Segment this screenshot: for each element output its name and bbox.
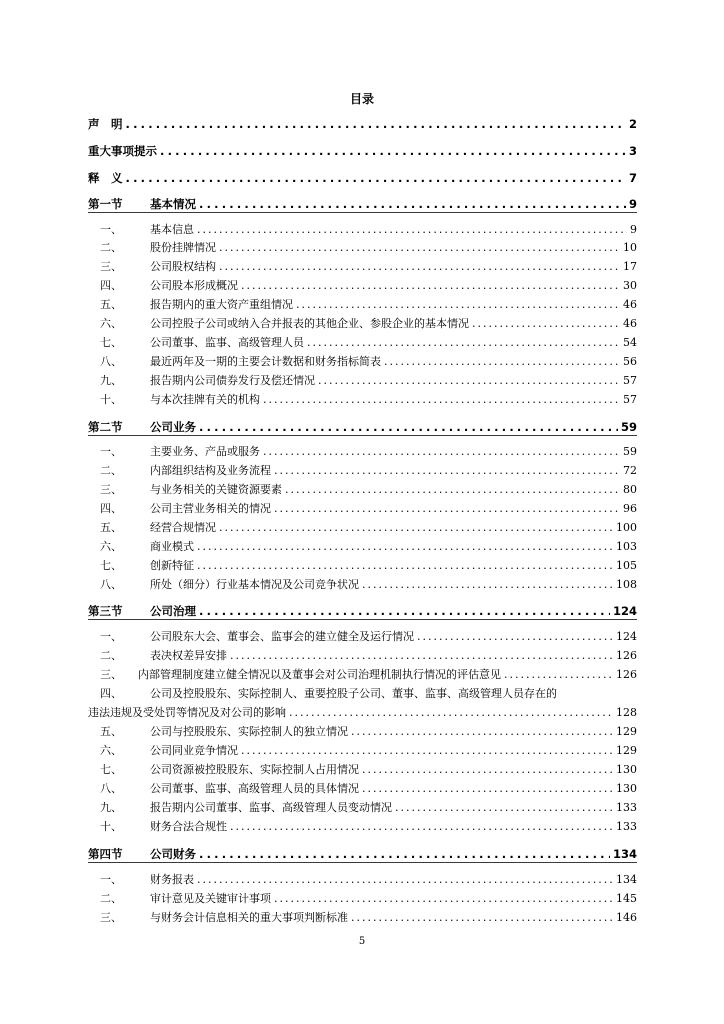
- toc-entry-page: 146: [616, 911, 637, 924]
- toc-leader-dots: [362, 762, 613, 778]
- toc-entry-label: 报告期内公司债券发行及偿还情况: [150, 374, 315, 387]
- toc-leader-dots: [219, 240, 620, 256]
- toc-entry[interactable]: [88, 705, 637, 721]
- toc-entry[interactable]: [88, 444, 637, 460]
- toc-leader-dots: [199, 196, 626, 212]
- toc-leader-dots: [241, 278, 620, 294]
- toc-leader-dots: [351, 724, 613, 740]
- toc-entry-page: 105: [616, 559, 637, 572]
- toc-entry-number: 一、: [100, 630, 122, 643]
- toc-entry-number: 第二节: [88, 420, 123, 434]
- toc-leader-dots: [219, 259, 620, 275]
- toc-leader-dots: [199, 419, 618, 435]
- toc-entry-page: 145: [616, 892, 637, 905]
- toc-leader-dots: [230, 648, 613, 664]
- toc-entry-page: 133: [616, 801, 637, 814]
- toc-entry[interactable]: [88, 891, 637, 907]
- toc-entry-page: 30: [623, 279, 637, 292]
- toc-entry[interactable]: [88, 259, 637, 275]
- toc-entry-label: 声 明: [88, 117, 123, 131]
- toc-entry-page: 130: [616, 763, 637, 776]
- toc-leader-dots: [274, 501, 620, 517]
- toc-entry-label: 公司股本形成概况: [150, 279, 238, 292]
- toc-entry-label: 内部管理制度建立健全情况以及董事会对公司治理机制执行情况的评估意见: [138, 668, 501, 681]
- toc-entry[interactable]: [88, 648, 637, 664]
- toc-entry[interactable]: [88, 800, 637, 816]
- toc-entry[interactable]: [88, 520, 637, 536]
- toc-entry-label: 财务合法合规性: [150, 820, 227, 833]
- toc-entry-label: 公司股权结构: [150, 260, 216, 273]
- toc-entry-number: 三、: [100, 483, 122, 496]
- toc-entry-number: 九、: [100, 801, 122, 814]
- toc-entry-page: 72: [623, 464, 637, 477]
- toc-entry[interactable]: [88, 724, 637, 740]
- toc-entry-label: 释 义: [88, 171, 123, 185]
- toc-entry-number: 一、: [100, 873, 122, 886]
- toc-entry-label: 公司与控股股东、实际控制人的独立情况: [150, 725, 348, 738]
- toc-entry-page: 126: [616, 668, 637, 681]
- toc-leader-dots: [289, 705, 613, 721]
- toc-entry-number: 五、: [100, 298, 122, 311]
- toc-entry-section-1[interactable]: [88, 196, 637, 212]
- toc-entry-number: 六、: [100, 540, 122, 553]
- toc-entry-section-3[interactable]: [88, 603, 637, 619]
- toc-leader-dots: [504, 667, 613, 683]
- toc-entry-number: 八、: [100, 578, 122, 591]
- toc-leader-dots: [395, 800, 613, 816]
- toc-entry-page: 124: [612, 604, 637, 618]
- toc-entry-number: 第三节: [88, 604, 123, 618]
- toc-entry-page: 59: [623, 445, 637, 458]
- toc-entry-label: 公司财务: [150, 847, 196, 861]
- toc-entry-number: 第四节: [88, 847, 123, 861]
- toc-entry-page: 108: [616, 578, 637, 591]
- toc-entry-label: 创新特征: [150, 559, 194, 572]
- toc-entry[interactable]: [88, 558, 637, 574]
- toc-entry[interactable]: [88, 910, 637, 926]
- toc-entry-label: 审计意见及关键审计事项: [150, 892, 271, 905]
- toc-entry-number: 五、: [100, 521, 122, 534]
- toc-entry[interactable]: [88, 463, 637, 479]
- toc-entry-number: 十、: [100, 820, 122, 833]
- section-divider: [88, 212, 637, 213]
- toc-entry-page: 134: [616, 873, 637, 886]
- section-divider: [88, 619, 637, 620]
- page-number: 5: [358, 936, 366, 947]
- toc-title: 目录: [349, 92, 374, 106]
- toc-leader-dots: [263, 444, 620, 460]
- toc-entry-label: 公司及控股股东、实际控制人、重要控股子公司、董事、监事、高级管理人员存在的: [150, 687, 557, 700]
- toc-entry-label: 最近两年及一期的主要会计数据和财务指标简表: [150, 355, 381, 368]
- toc-leader-dots: [274, 891, 613, 907]
- toc-leader-dots: [285, 482, 620, 498]
- toc-entry-number: 一、: [100, 223, 122, 236]
- toc-entry-label: 公司董事、监事、高级管理人员: [150, 336, 304, 349]
- section-divider: [88, 435, 637, 436]
- toc-entry-page: 3: [628, 144, 637, 158]
- toc-entry-label: 财务报表: [150, 873, 194, 886]
- toc-entry[interactable]: [88, 316, 637, 332]
- toc-leader-dots: [362, 577, 613, 593]
- toc-entry-page: 54: [623, 336, 637, 349]
- toc-entry-number: 四、: [100, 502, 122, 515]
- toc-entry-page: 2: [628, 117, 637, 131]
- toc-entry-label: 主要业务、产品或服务: [150, 445, 260, 458]
- toc-leader-dots: [126, 170, 626, 186]
- toc-entry-number: 六、: [100, 317, 122, 330]
- toc-entry-number: 四、: [100, 687, 122, 700]
- toc-entry-number: 十、: [100, 393, 122, 406]
- toc-entry-number: 六、: [100, 744, 122, 757]
- toc-entry[interactable]: [88, 335, 637, 351]
- toc-entry-page: 57: [623, 393, 637, 406]
- toc-entry-page: 56: [623, 355, 637, 368]
- toc-entry-number: 二、: [100, 241, 122, 254]
- toc-entry[interactable]: [88, 392, 637, 408]
- toc-entry-page: 46: [623, 317, 637, 330]
- toc-leader-dots: [199, 846, 610, 862]
- toc-entry[interactable]: [88, 762, 637, 778]
- toc-entry[interactable]: [88, 819, 637, 835]
- toc-leader-dots: [274, 463, 620, 479]
- toc-entry[interactable]: [88, 743, 637, 759]
- toc-leader-dots: [219, 520, 613, 536]
- toc-entry-page: 80: [623, 483, 637, 496]
- toc-entry-label: 违法违规及受处罚等情况及对公司的影响: [88, 706, 286, 719]
- toc-entry[interactable]: [88, 354, 637, 370]
- toc-entry-section-2[interactable]: [88, 419, 637, 435]
- toc-leader-dots: [199, 603, 610, 619]
- toc-entry-number: 二、: [100, 892, 122, 905]
- toc-leader-dots: [417, 629, 613, 645]
- toc-entry-page: 134: [612, 847, 637, 861]
- toc-entry-page: 57: [623, 374, 637, 387]
- toc-entry-section-4[interactable]: [88, 846, 637, 862]
- toc-entry-number: 四、: [100, 279, 122, 292]
- toc-entry-label: 公司治理: [150, 604, 196, 618]
- toc-entry-number: 一、: [100, 445, 122, 458]
- toc-entry-number: 三、: [100, 668, 122, 681]
- toc-entry-page: 130: [616, 782, 637, 795]
- toc-entry[interactable]: [88, 872, 637, 888]
- toc-entry-page: 129: [616, 744, 637, 757]
- toc-entry-number: 三、: [100, 911, 122, 924]
- toc-entry-number: 五、: [100, 725, 122, 738]
- toc-entry-label: 公司股东大会、董事会、监事会的建立健全及运行情况: [150, 630, 414, 643]
- toc-entry[interactable]: [88, 577, 637, 593]
- toc-entry-page: 9: [630, 223, 637, 236]
- toc-entry-label: 公司主营业务相关的情况: [150, 502, 271, 515]
- toc-entry[interactable]: [88, 222, 637, 238]
- toc-leader-dots: [296, 297, 620, 313]
- toc-entry-number: 七、: [100, 336, 122, 349]
- toc-entry-number: 八、: [100, 355, 122, 368]
- toc-entry-page: 133: [616, 820, 637, 833]
- toc-entry-label: 公司同业竞争情况: [150, 744, 238, 757]
- toc-entry-number: 七、: [100, 763, 122, 776]
- toc-entry-page: 100: [616, 521, 637, 534]
- toc-leader-dots: [126, 116, 626, 132]
- toc-leader-dots: [318, 373, 620, 389]
- toc-entry-page: 128: [616, 706, 637, 719]
- toc-entry-page: 129: [616, 725, 637, 738]
- toc-leader-dots: [472, 316, 620, 332]
- toc-entry-label: 与财务会计信息相关的重大事项判断标准: [150, 911, 348, 924]
- toc-entry-page: 126: [616, 649, 637, 662]
- toc-leader-dots: [160, 143, 626, 159]
- toc-leader-dots: [197, 872, 613, 888]
- toc-entry-number: 七、: [100, 559, 122, 572]
- toc-leader-dots: [307, 335, 620, 351]
- toc-entry-page: 10: [623, 241, 637, 254]
- toc-entry-label: 报告期内公司董事、监事、高级管理人员变动情况: [150, 801, 392, 814]
- toc-entry[interactable]: [88, 297, 637, 313]
- toc-leader-dots: [384, 354, 620, 370]
- toc-entry-number: 第一节: [88, 197, 123, 211]
- toc-entry-page: 59: [620, 420, 637, 434]
- toc-entry-label: 与本次挂牌有关的机构: [150, 393, 260, 406]
- toc-entry-label: 所处（细分）行业基本情况及公司竞争状况: [150, 578, 359, 591]
- toc-entry[interactable]: [88, 373, 637, 389]
- toc-entry-page: 124: [616, 630, 637, 643]
- toc-entry-number: 九、: [100, 374, 122, 387]
- toc-entry-label: 与业务相关的关键资源要素: [150, 483, 282, 496]
- toc-entry-number: 三、: [100, 260, 122, 273]
- toc-entry-statement[interactable]: [88, 116, 637, 132]
- toc-leader-dots: [197, 222, 627, 238]
- toc-entry-label: 基本信息: [150, 223, 194, 236]
- toc-leader-dots: [241, 743, 613, 759]
- toc-entry[interactable]: [88, 278, 637, 294]
- toc-entry-label: 重大事项提示: [88, 144, 157, 158]
- toc-entry-number: 二、: [100, 649, 122, 662]
- toc-leader-dots: [351, 910, 613, 926]
- toc-entry-label: 报告期内的重大资产重组情况: [150, 298, 293, 311]
- toc-entry-label: 公司业务: [150, 420, 196, 434]
- toc-entry-label: 公司控股子公司或纳入合并报表的其他企业、参股企业的基本情况: [150, 317, 469, 330]
- toc-entry-label: 基本情况: [150, 197, 196, 211]
- toc-entry-page: 9: [628, 197, 637, 211]
- toc-entry-page: 7: [628, 171, 637, 185]
- toc-entry[interactable]: [88, 667, 637, 683]
- toc-entry-label: 公司董事、监事、高级管理人员的具体情况: [150, 782, 359, 795]
- toc-entry[interactable]: [88, 539, 637, 555]
- toc-entry-page: 17: [623, 260, 637, 273]
- toc-entry-label: 商业模式: [150, 540, 194, 553]
- toc-entry-major-notice[interactable]: [88, 143, 637, 159]
- toc-entry-number: 八、: [100, 782, 122, 795]
- toc-entry-definitions[interactable]: [88, 170, 637, 186]
- toc-entry-label: 股份挂牌情况: [150, 241, 216, 254]
- toc-entry[interactable]: [88, 240, 637, 256]
- toc-entry[interactable]: [88, 482, 637, 498]
- toc-entry[interactable]: [88, 629, 637, 645]
- toc-entry-label: 经营合规情况: [150, 521, 216, 534]
- toc-leader-dots: [263, 392, 620, 408]
- toc-entry-page: 103: [616, 540, 637, 553]
- section-divider: [88, 862, 637, 863]
- toc-entry-page: 46: [623, 298, 637, 311]
- toc-entry-label: 公司资源被控股股东、实际控制人占用情况: [150, 763, 359, 776]
- toc-entry-number: 二、: [100, 464, 122, 477]
- toc-leader-dots: [197, 558, 613, 574]
- toc-entry-page: 96: [623, 502, 637, 515]
- toc-entry[interactable]: [88, 781, 637, 797]
- toc-entry-wrapped-line[interactable]: [88, 686, 637, 702]
- toc-leader-dots: [362, 781, 613, 797]
- toc-entry-label: 表决权差异安排: [150, 649, 227, 662]
- toc-entry[interactable]: [88, 501, 637, 517]
- toc-leader-dots: [230, 819, 613, 835]
- toc-entry-label: 内部组织结构及业务流程: [150, 464, 271, 477]
- toc-leader-dots: [197, 539, 613, 555]
